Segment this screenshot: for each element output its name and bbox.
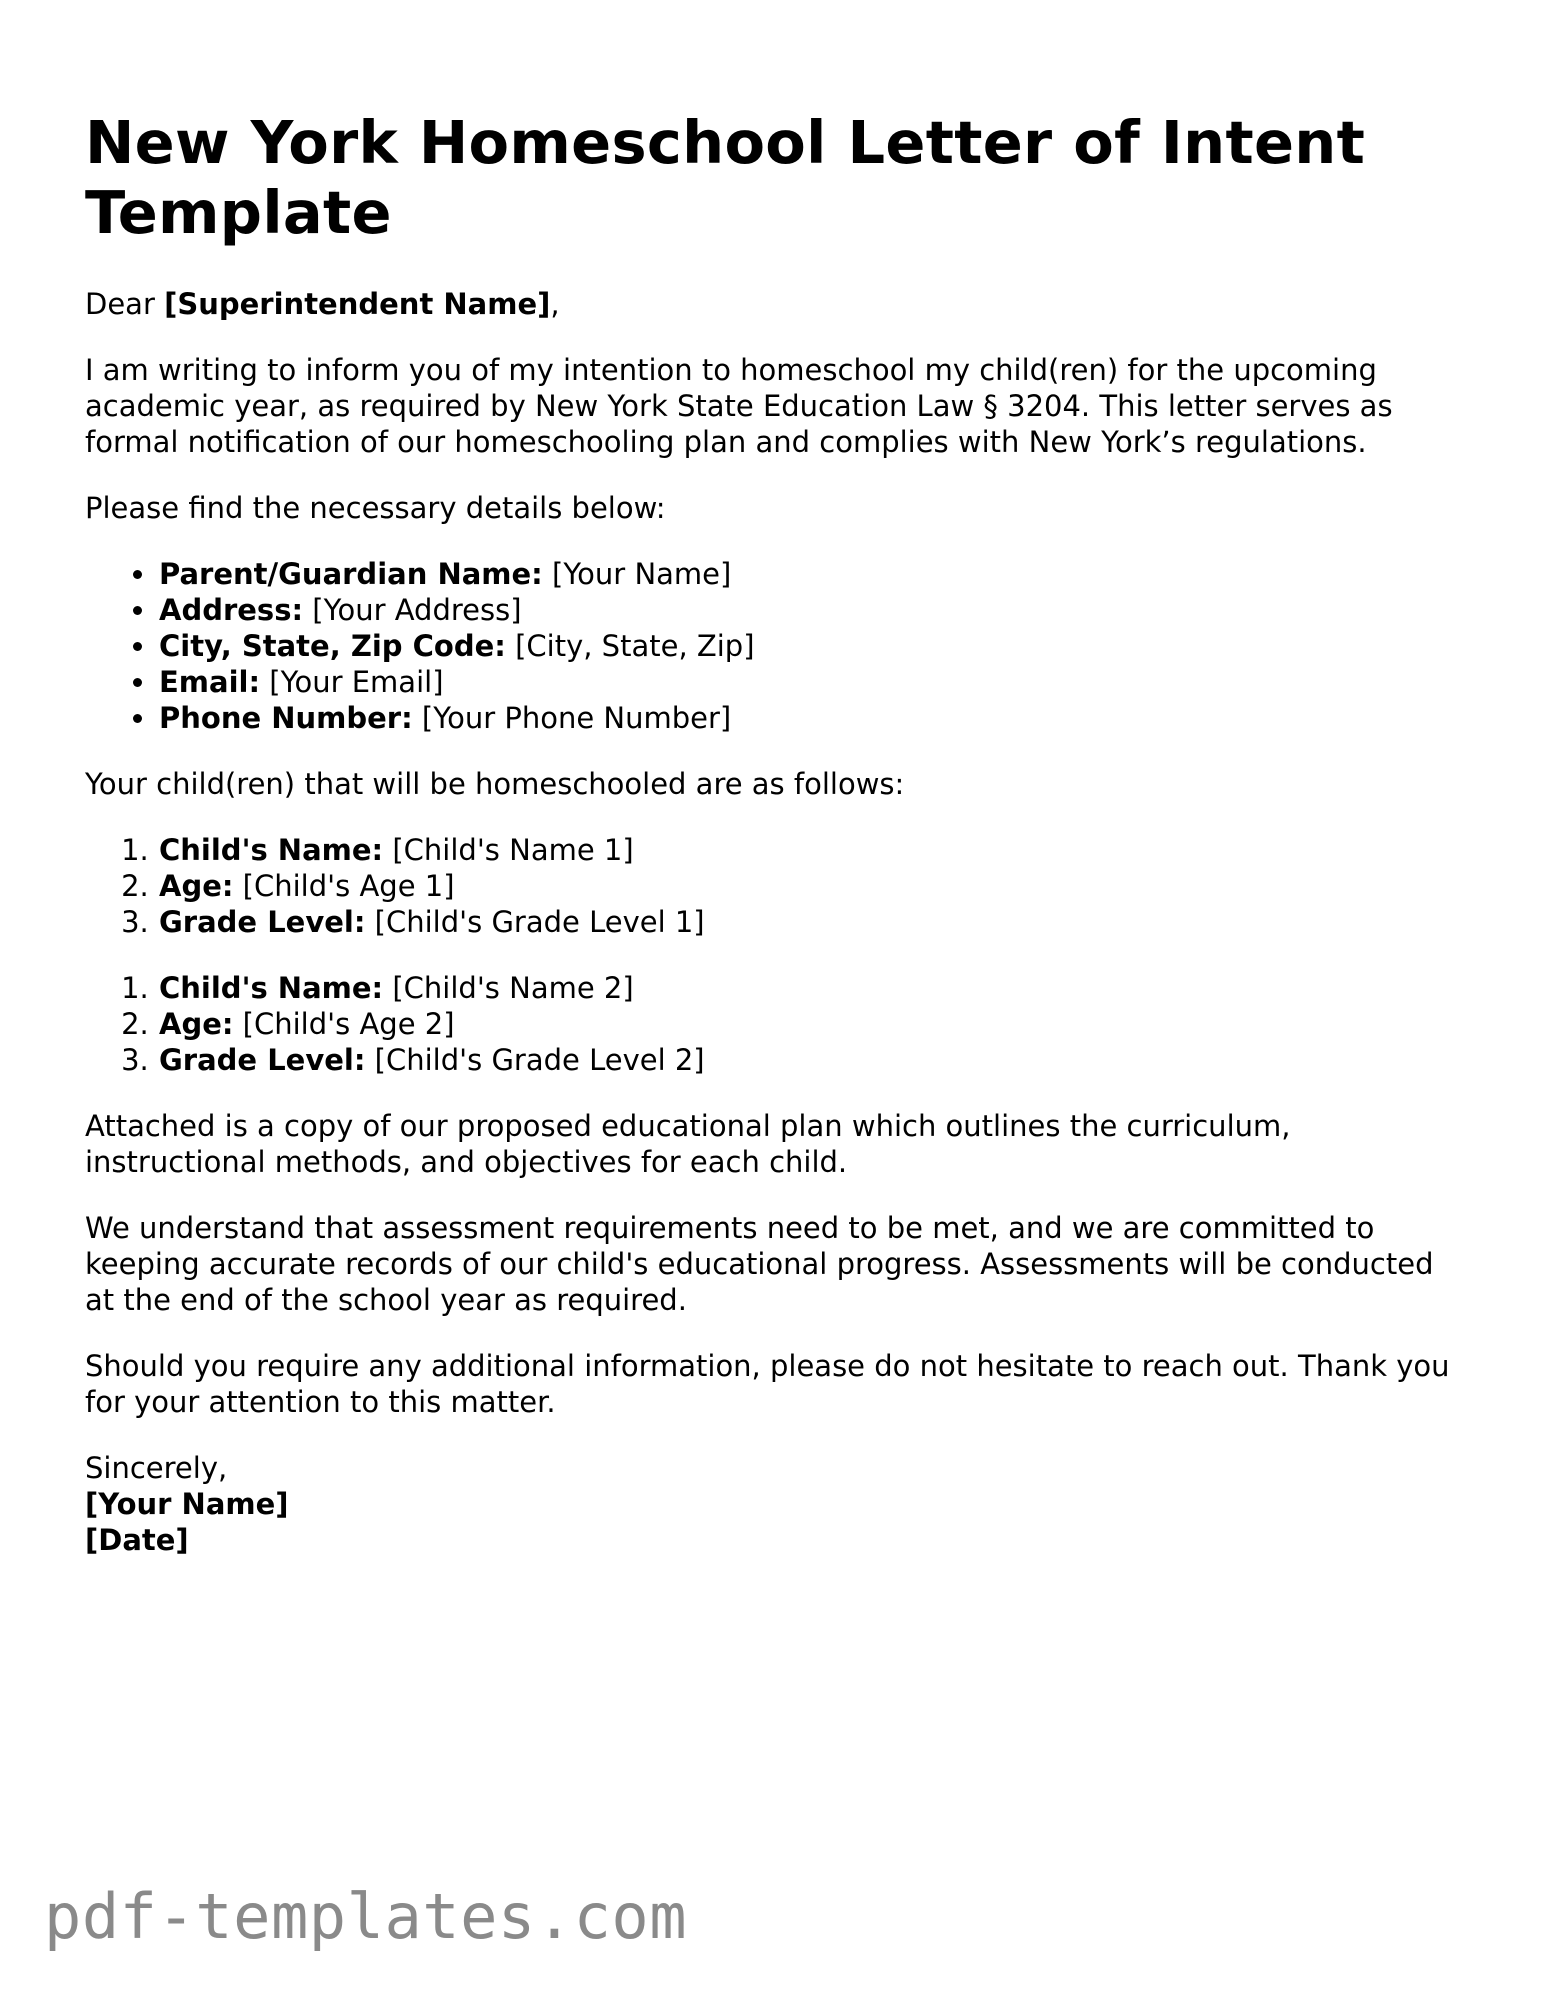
date-placeholder: [Date] [85,1523,189,1557]
intro-paragraph: I am writing to inform you of my intention to homeschool my child(ren) for the upcoming academic year, as required by New York State Education Law § 3204. This letter serves as formal notification of our homeschooling plan and complies with New York’s regulations. [85,353,1393,459]
detail-value: [Your Address] [303,593,522,627]
detail-item-address [158,592,1465,628]
children-lead: Your child(ren) that will be homeschooled are as follows: [85,767,905,801]
detail-label: City, State, Zip Code: [159,629,506,663]
detail-label: Address: [159,593,304,627]
salutation-suffix: , [550,287,560,321]
salutation [85,286,1465,322]
details-list [85,556,1465,736]
detail-value: [Your Phone Number] [412,701,732,735]
child-2-name-item [158,970,1465,1006]
detail-value: [City, State, Zip] [505,629,755,663]
child-2-age-item [158,1006,1465,1042]
superintendent-name-placeholder: [Superintendent Name] [164,287,551,321]
contact-paragraph: Should you require any additional information, please do not hesitate to reach out. Thank you for your attention to this matter. [85,1349,1450,1419]
child-field-value: [Child's Name 1] [383,833,634,867]
detail-label: Email: [159,665,261,699]
child-field-value: [Child's Grade Level 2] [365,1043,705,1077]
detail-item-city-state-zip [158,628,1465,664]
letter-document [85,108,1465,1558]
child-field-label: Age: [159,869,234,903]
child-1-grade-item [158,904,1465,940]
salutation-prefix: Dear [85,287,165,321]
child-2-list [85,970,1465,1078]
signature-name-placeholder: [Your Name] [85,1487,289,1521]
child-1-list [85,832,1465,940]
plan-paragraph: Attached is a copy of our proposed educational plan which outlines the curriculum, instructional methods, and objectives for each child. [85,1109,1291,1179]
watermark-text: pdf-templates.com [44,1880,688,1953]
child-field-value: [Child's Age 1] [233,869,455,903]
detail-label: Phone Number: [159,701,413,735]
detail-label: Parent/Guardian Name: [159,557,543,591]
detail-value: [Your Name] [542,557,732,591]
child-1-age-item [158,868,1465,904]
detail-item-parent-name [158,556,1465,592]
child-field-label: Age: [159,1007,234,1041]
child-1-name-item [158,832,1465,868]
closing-block [85,1450,1465,1558]
detail-item-phone [158,700,1465,736]
child-field-value: [Child's Age 2] [233,1007,455,1041]
assessment-paragraph: We understand that assessment requirements need to be met, and we are committed to keeping accurate records of our child's educational progress. Assessments will be conducted at the end of the school year as required. [85,1211,1434,1317]
valediction: Sincerely, [85,1451,228,1485]
child-field-label: Child's Name: [159,971,384,1005]
detail-item-email [158,664,1465,700]
child-field-label: Child's Name: [159,833,384,867]
details-lead: Please find the necessary details below: [85,491,666,525]
page-title: New York Homeschool Letter of Intent Template [85,108,1366,247]
child-field-label: Grade Level: [159,1043,366,1077]
child-field-label: Grade Level: [159,905,366,939]
child-field-value: [Child's Grade Level 1] [365,905,705,939]
child-field-value: [Child's Name 2] [383,971,634,1005]
child-2-grade-item [158,1042,1465,1078]
detail-value: [Your Email] [260,665,444,699]
